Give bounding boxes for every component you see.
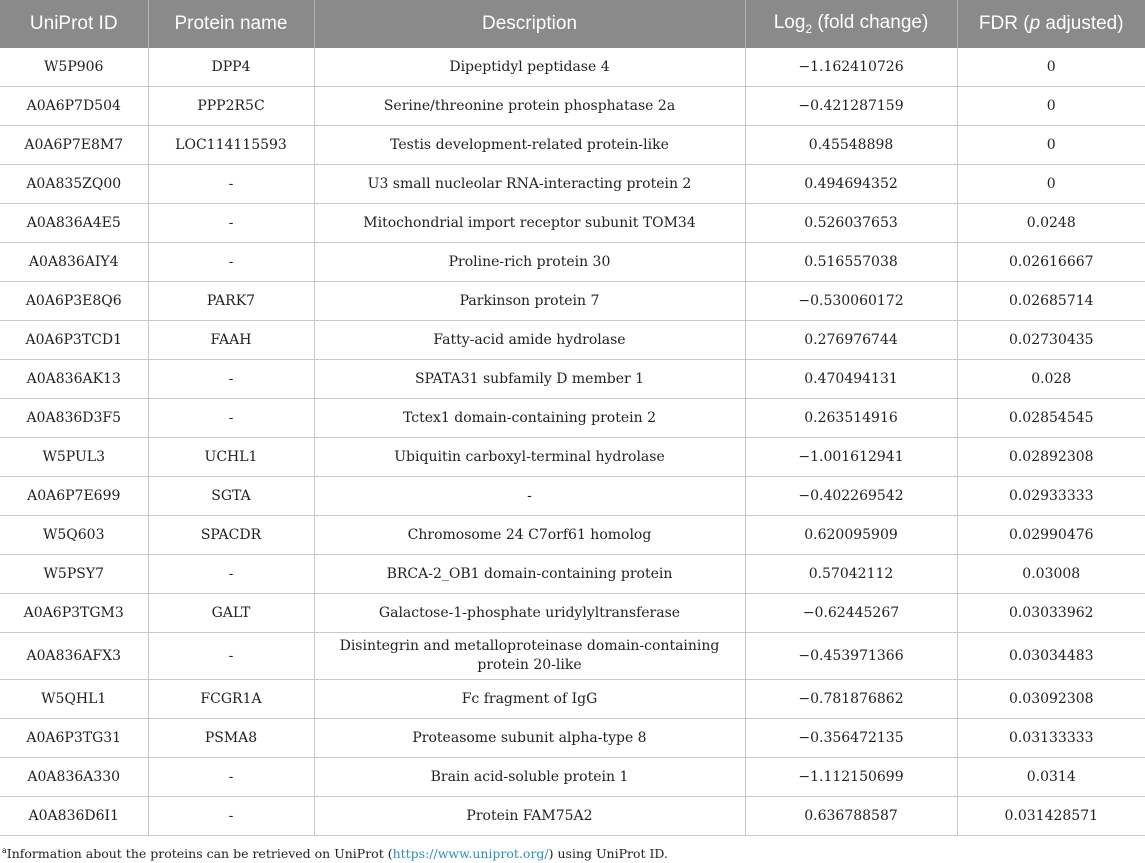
cell-fdr: 0.02854545 bbox=[957, 399, 1145, 438]
cell-uniprot-id: A0A836AFX3 bbox=[0, 633, 148, 680]
cell-log2-fold-change: −0.781876862 bbox=[745, 680, 957, 719]
cell-uniprot-id: A0A836AK13 bbox=[0, 360, 148, 399]
cell-log2-fold-change: 0.263514916 bbox=[745, 399, 957, 438]
cell-log2-fold-change: −0.356472135 bbox=[745, 719, 957, 758]
cell-description: Galactose-1-phosphate uridylyltransferase bbox=[314, 594, 745, 633]
cell-description: SPATA31 subfamily D member 1 bbox=[314, 360, 745, 399]
cell-uniprot-id: A0A836D3F5 bbox=[0, 399, 148, 438]
cell-description: BRCA-2_OB1 domain-containing protein bbox=[314, 555, 745, 594]
cell-protein-name: FCGR1A bbox=[148, 680, 314, 719]
cell-description: Disintegrin and metalloproteinase domain-containing protein 20-like bbox=[314, 633, 745, 680]
cell-fdr: 0.03034483 bbox=[957, 633, 1145, 680]
table-row bbox=[0, 282, 1145, 321]
table-header-row bbox=[0, 0, 1145, 48]
cell-log2-fold-change: −0.402269542 bbox=[745, 477, 957, 516]
cell-fdr: 0.0248 bbox=[957, 204, 1145, 243]
cell-uniprot-id: A0A6P7E8M7 bbox=[0, 126, 148, 165]
header-log2-prefix: Log bbox=[773, 12, 806, 34]
table-row bbox=[0, 87, 1145, 126]
cell-description: Fatty-acid amide hydrolase bbox=[314, 321, 745, 360]
cell-protein-name: SPACDR bbox=[148, 516, 314, 555]
cell-log2-fold-change: 0.516557038 bbox=[745, 243, 957, 282]
table-row bbox=[0, 758, 1145, 797]
cell-description: Proline-rich protein 30 bbox=[314, 243, 745, 282]
footnote-text-after: ) using UniProt ID. bbox=[548, 846, 668, 862]
table-row bbox=[0, 360, 1145, 399]
cell-protein-name: UCHL1 bbox=[148, 438, 314, 477]
header-uniprot-id: UniProt ID bbox=[0, 0, 148, 48]
cell-log2-fold-change: 0.494694352 bbox=[745, 165, 957, 204]
cell-fdr: 0 bbox=[957, 48, 1145, 87]
table-row bbox=[0, 321, 1145, 360]
table-row bbox=[0, 797, 1145, 836]
cell-log2-fold-change: −0.62445267 bbox=[745, 594, 957, 633]
cell-fdr: 0.028 bbox=[957, 360, 1145, 399]
cell-protein-name: PPP2R5C bbox=[148, 87, 314, 126]
cell-description: Fc fragment of IgG bbox=[314, 680, 745, 719]
cell-description: Chromosome 24 C7orf61 homolog bbox=[314, 516, 745, 555]
table-row bbox=[0, 243, 1145, 282]
cell-log2-fold-change: −0.453971366 bbox=[745, 633, 957, 680]
cell-protein-name: - bbox=[148, 360, 314, 399]
cell-uniprot-id: W5PSY7 bbox=[0, 555, 148, 594]
cell-log2-fold-change: 0.45548898 bbox=[745, 126, 957, 165]
cell-fdr: 0.03033962 bbox=[957, 594, 1145, 633]
cell-protein-name: - bbox=[148, 243, 314, 282]
cell-uniprot-id: A0A835ZQ00 bbox=[0, 165, 148, 204]
cell-fdr: 0.02933333 bbox=[957, 477, 1145, 516]
header-fdr-suffix: adjusted) bbox=[1040, 13, 1124, 34]
cell-description: - bbox=[314, 477, 745, 516]
cell-fdr: 0.03133333 bbox=[957, 719, 1145, 758]
cell-uniprot-id: A0A6P3TG31 bbox=[0, 719, 148, 758]
cell-uniprot-id: A0A6P3TCD1 bbox=[0, 321, 148, 360]
cell-protein-name: PSMA8 bbox=[148, 719, 314, 758]
cell-log2-fold-change: −1.112150699 bbox=[745, 758, 957, 797]
cell-protein-name: - bbox=[148, 555, 314, 594]
cell-log2-fold-change: 0.470494131 bbox=[745, 360, 957, 399]
cell-description: Protein FAM75A2 bbox=[314, 797, 745, 836]
cell-fdr: 0.03092308 bbox=[957, 680, 1145, 719]
header-fdr bbox=[957, 0, 1145, 48]
table-row bbox=[0, 399, 1145, 438]
cell-uniprot-id: A0A836A330 bbox=[0, 758, 148, 797]
header-protein-name: Protein name bbox=[148, 0, 314, 48]
cell-uniprot-id: W5P906 bbox=[0, 48, 148, 87]
cell-protein-name: LOC114115593 bbox=[148, 126, 314, 165]
cell-uniprot-id: A0A836AIY4 bbox=[0, 243, 148, 282]
cell-fdr: 0.0314 bbox=[957, 758, 1145, 797]
header-fdr-italic: p bbox=[1029, 13, 1041, 34]
table-row bbox=[0, 438, 1145, 477]
cell-fdr: 0.031428571 bbox=[957, 797, 1145, 836]
header-log2-suffix: (fold change) bbox=[812, 12, 929, 34]
cell-description: Serine/threonine protein phosphatase 2a bbox=[314, 87, 745, 126]
footnote-marker: a bbox=[2, 846, 7, 855]
cell-protein-name: - bbox=[148, 633, 314, 680]
cell-fdr: 0.02616667 bbox=[957, 243, 1145, 282]
cell-description: Mitochondrial import receptor subunit TOM34 bbox=[314, 204, 745, 243]
cell-description: Dipeptidyl peptidase 4 bbox=[314, 48, 745, 87]
cell-log2-fold-change: −1.001612941 bbox=[745, 438, 957, 477]
table-row bbox=[0, 516, 1145, 555]
table-row bbox=[0, 165, 1145, 204]
cell-description: U3 small nucleolar RNA-interacting protein 2 bbox=[314, 165, 745, 204]
cell-fdr: 0.02892308 bbox=[957, 438, 1145, 477]
table-row bbox=[0, 555, 1145, 594]
cell-fdr: 0.03008 bbox=[957, 555, 1145, 594]
table-row bbox=[0, 204, 1145, 243]
cell-log2-fold-change: 0.636788587 bbox=[745, 797, 957, 836]
header-description: Description bbox=[314, 0, 745, 48]
table-row bbox=[0, 680, 1145, 719]
table-body bbox=[0, 48, 1145, 836]
cell-description: Parkinson protein 7 bbox=[314, 282, 745, 321]
cell-protein-name: - bbox=[148, 399, 314, 438]
cell-description: Proteasome subunit alpha-type 8 bbox=[314, 719, 745, 758]
cell-log2-fold-change: 0.526037653 bbox=[745, 204, 957, 243]
cell-uniprot-id: W5Q603 bbox=[0, 516, 148, 555]
table-row bbox=[0, 719, 1145, 758]
cell-protein-name: - bbox=[148, 797, 314, 836]
cell-log2-fold-change: −0.530060172 bbox=[745, 282, 957, 321]
cell-log2-fold-change: 0.276976744 bbox=[745, 321, 957, 360]
cell-uniprot-id: A0A836A4E5 bbox=[0, 204, 148, 243]
cell-uniprot-id: W5QHL1 bbox=[0, 680, 148, 719]
cell-protein-name: - bbox=[148, 758, 314, 797]
cell-protein-name: DPP4 bbox=[148, 48, 314, 87]
cell-fdr: 0.02685714 bbox=[957, 282, 1145, 321]
header-log2-fold-change bbox=[745, 0, 957, 48]
cell-description: Brain acid-soluble protein 1 bbox=[314, 758, 745, 797]
cell-uniprot-id: A0A6P7D504 bbox=[0, 87, 148, 126]
table-row bbox=[0, 594, 1145, 633]
header-log2-sub: 2 bbox=[805, 21, 813, 36]
cell-log2-fold-change: −0.421287159 bbox=[745, 87, 957, 126]
cell-uniprot-id: A0A6P3TGM3 bbox=[0, 594, 148, 633]
cell-log2-fold-change: 0.57042112 bbox=[745, 555, 957, 594]
uniprot-link[interactable]: https://www.uniprot.org/ bbox=[392, 846, 549, 862]
cell-log2-fold-change: −1.162410726 bbox=[745, 48, 957, 87]
cell-fdr: 0.02990476 bbox=[957, 516, 1145, 555]
table-row bbox=[0, 477, 1145, 516]
table-row bbox=[0, 48, 1145, 87]
cell-protein-name: PARK7 bbox=[148, 282, 314, 321]
footnote bbox=[0, 836, 1145, 861]
cell-description: Ubiquitin carboxyl-terminal hydrolase bbox=[314, 438, 745, 477]
cell-uniprot-id: A0A6P3E8Q6 bbox=[0, 282, 148, 321]
cell-description: Tctex1 domain-containing protein 2 bbox=[314, 399, 745, 438]
header-fdr-prefix: FDR ( bbox=[978, 13, 1030, 34]
cell-fdr: 0 bbox=[957, 165, 1145, 204]
cell-protein-name: GALT bbox=[148, 594, 314, 633]
cell-protein-name: - bbox=[148, 165, 314, 204]
cell-description: Testis development-related protein-like bbox=[314, 126, 745, 165]
cell-protein-name: SGTA bbox=[148, 477, 314, 516]
cell-fdr: 0 bbox=[957, 87, 1145, 126]
table-row bbox=[0, 633, 1145, 680]
cell-uniprot-id: A0A836D6I1 bbox=[0, 797, 148, 836]
cell-protein-name: - bbox=[148, 204, 314, 243]
cell-fdr: 0 bbox=[957, 126, 1145, 165]
cell-log2-fold-change: 0.620095909 bbox=[745, 516, 957, 555]
cell-protein-name: FAAH bbox=[148, 321, 314, 360]
table-row bbox=[0, 126, 1145, 165]
cell-fdr: 0.02730435 bbox=[957, 321, 1145, 360]
footnote-text-before: Information about the proteins can be retrieved on UniProt ( bbox=[6, 846, 393, 862]
cell-uniprot-id: A0A6P7E699 bbox=[0, 477, 148, 516]
cell-uniprot-id: W5PUL3 bbox=[0, 438, 148, 477]
